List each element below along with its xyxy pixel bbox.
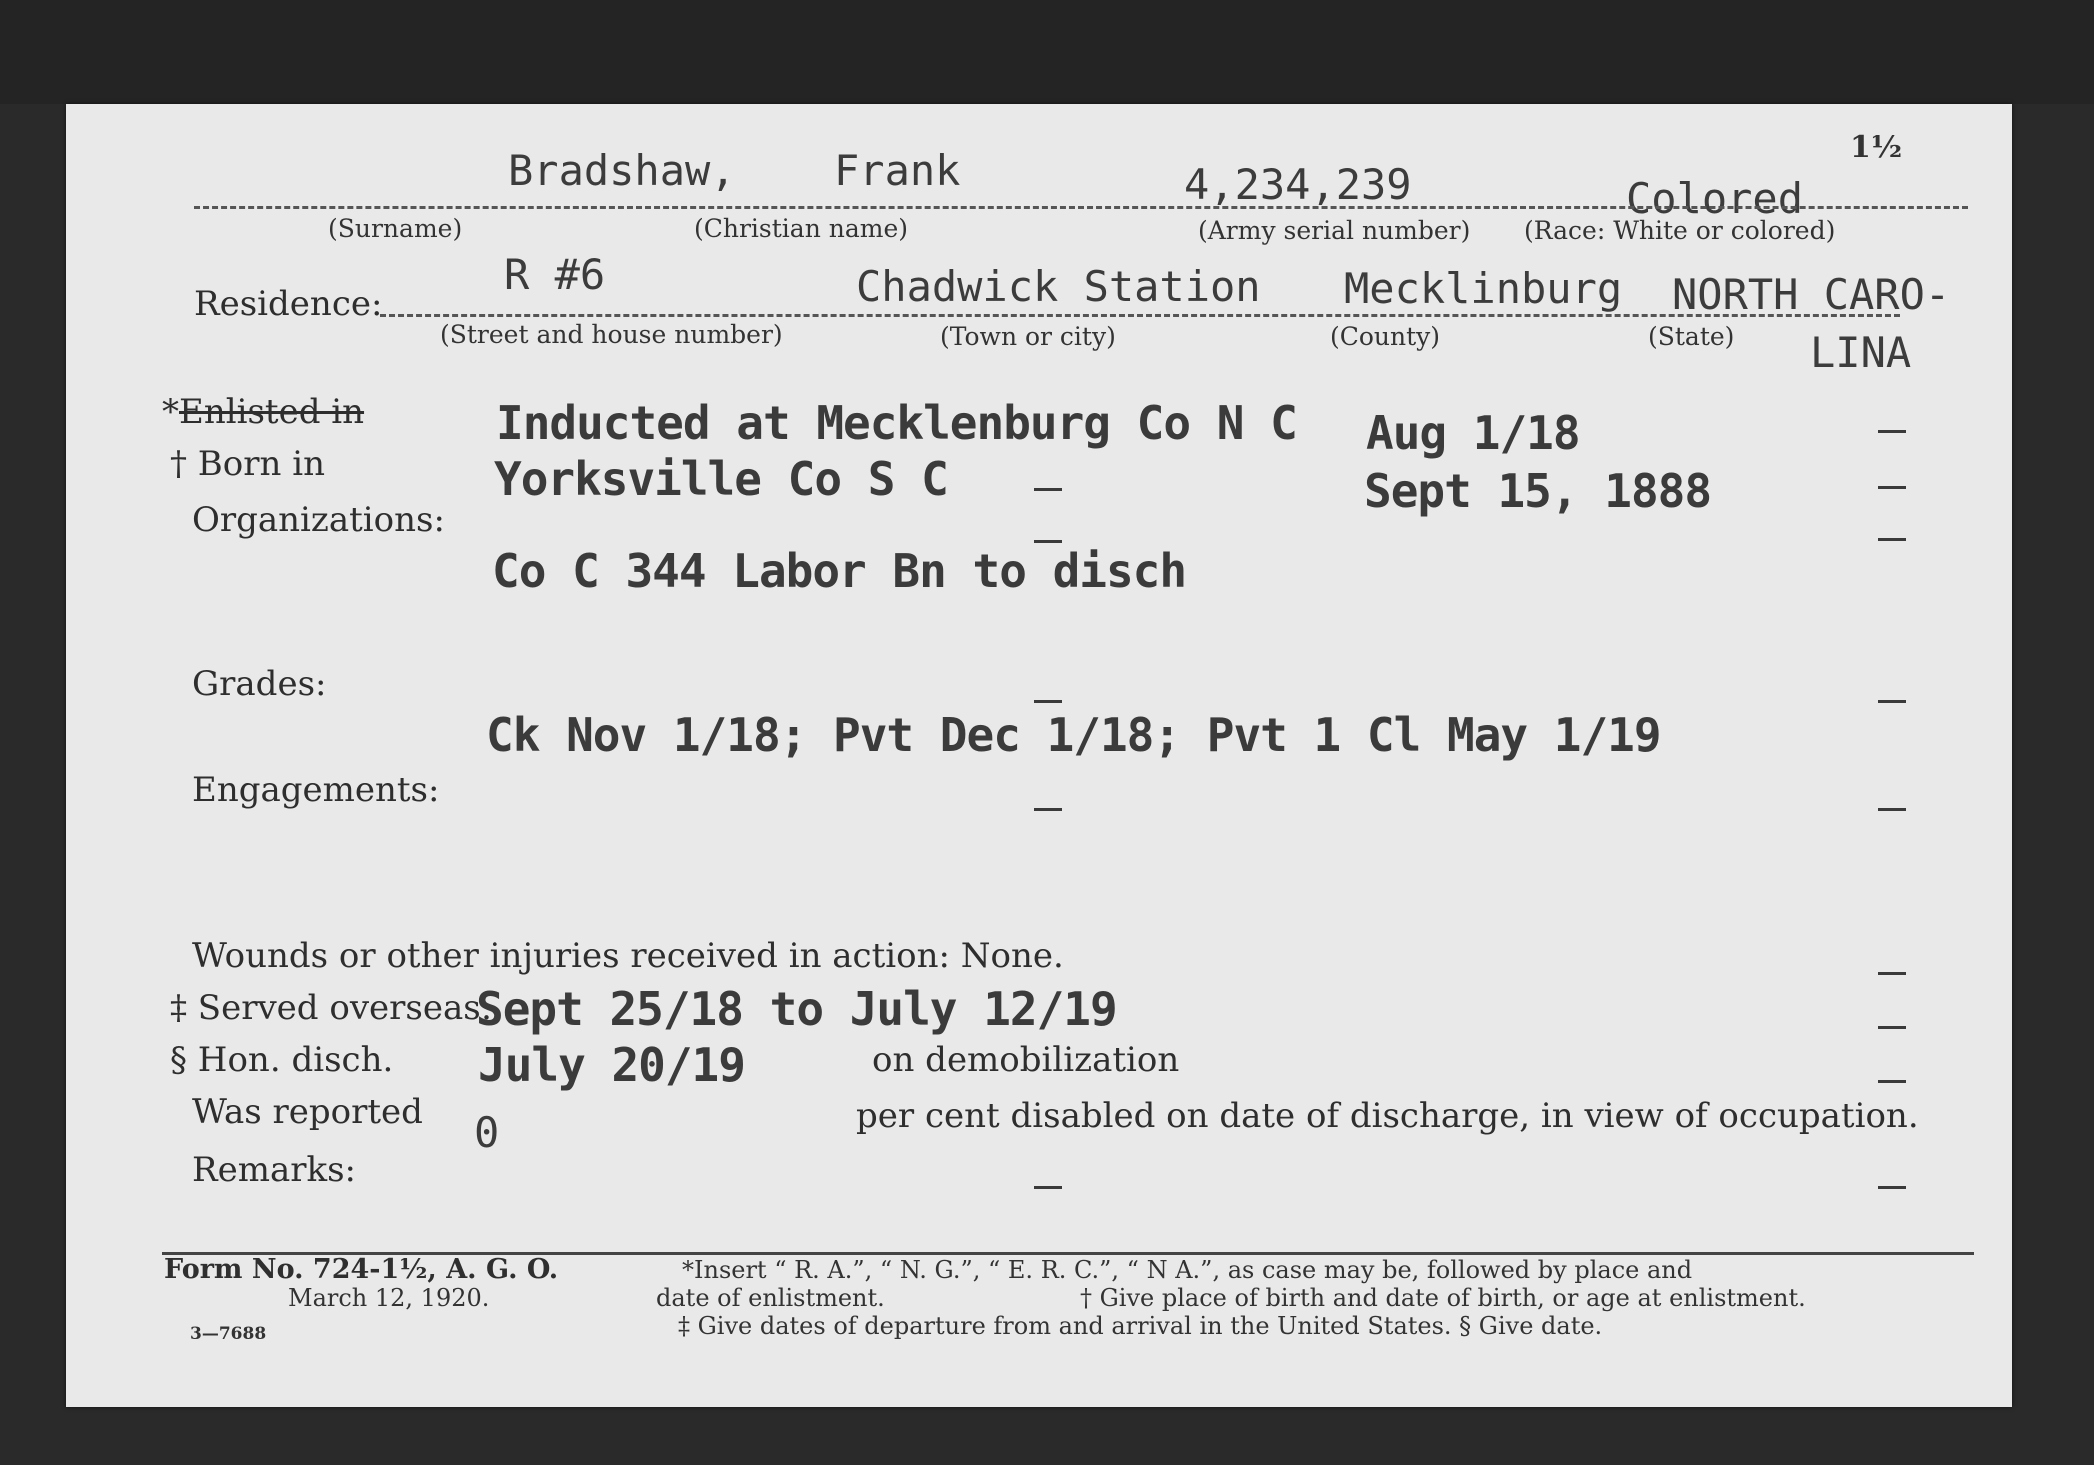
per-cent-text: per cent disabled on date of discharge, in view of occupation.: [856, 1096, 1919, 1136]
caption-county: (County): [1330, 322, 1441, 351]
dash-mark: [1034, 488, 1062, 491]
dash-mark: [1878, 486, 1906, 489]
residence-line: [380, 314, 1900, 317]
dash-mark: [1878, 972, 1906, 975]
caption-town: (Town or city): [940, 322, 1116, 351]
inducted-date-value: Aug 1/18: [1366, 406, 1580, 460]
organization-value: Co C 344 Labor Bn to disch: [492, 544, 1187, 598]
caption-surname: (Surname): [328, 214, 463, 243]
organizations-label: Organizations:: [192, 500, 445, 540]
name-line: [194, 206, 1968, 209]
dash-mark: [1034, 700, 1062, 703]
grades-label: Grades:: [192, 664, 327, 704]
dash-mark: [1034, 1186, 1062, 1189]
form-number: Form No. 724-1½, A. G. O.: [164, 1254, 559, 1285]
dash-mark: [1878, 538, 1906, 541]
form-date: March 12, 1920.: [288, 1284, 490, 1312]
dash-mark: [1034, 540, 1062, 543]
caption-race: (Race: White or colored): [1524, 216, 1836, 245]
demobilization-text: on demobilization: [872, 1040, 1180, 1080]
dash-mark: [1878, 700, 1906, 703]
caption-state: (State): [1648, 322, 1735, 351]
remarks-label: Remarks:: [192, 1150, 356, 1190]
grades-value: Ck Nov 1/18; Pvt Dec 1/18; Pvt 1 Cl May 1/19: [486, 708, 1661, 762]
overseas-label: ‡ Served overseas:: [170, 988, 493, 1028]
born-label: † Born in: [170, 444, 325, 484]
corner-mark: 1½: [1850, 130, 1903, 165]
engagements-label: Engagements:: [192, 770, 440, 810]
record-card: [66, 104, 2012, 1407]
race-value: Colored: [1626, 174, 1804, 223]
hon-disch-value: July 20/19: [478, 1038, 745, 1092]
caption-serial: (Army serial number): [1198, 216, 1471, 245]
residence-label: Residence:: [194, 284, 383, 324]
overseas-value: Sept 25/18 to July 12/19: [476, 982, 1117, 1036]
footnote-enlistment: date of enlistment.: [656, 1284, 885, 1312]
caption-christian: (Christian name): [694, 214, 909, 243]
footnote-overseas: ‡ Give dates of departure from and arrival in the United States. § Give date.: [678, 1312, 1603, 1340]
footnote-insert: *Insert “ R. A.”, “ N. G.”, “ E. R. C.”, “ N A.”, as case may be, followed by place and: [682, 1256, 1693, 1284]
dash-mark: [1878, 1026, 1906, 1029]
born-place-value: Yorksville Co S C: [494, 452, 948, 506]
state-value-line1: NORTH CARO-: [1672, 270, 1951, 319]
inducted-value: Inducted at Mecklenburg Co N C: [496, 396, 1297, 450]
hon-disch-label: § Hon. disch.: [170, 1040, 394, 1080]
dash-mark: [1034, 808, 1062, 811]
street-value: R #6: [504, 250, 606, 299]
enlisted-label: [162, 392, 364, 432]
dash-mark: [1878, 1080, 1906, 1083]
enlisted-asterisk: *: [162, 392, 179, 432]
scan-background: [0, 0, 2094, 104]
surname-value: Bradshaw,: [508, 146, 736, 195]
dash-mark: [1878, 808, 1906, 811]
dash-mark: [1878, 1186, 1906, 1189]
footnote-birth: † Give place of birth and date of birth, or age at enlistment.: [1080, 1284, 1806, 1312]
print-code: 3—7688: [190, 1324, 267, 1344]
state-value-line2: LINA: [1810, 328, 1912, 377]
christian-name-value: Frank: [834, 146, 961, 195]
percent-value: 0: [474, 1108, 500, 1157]
born-date-value: Sept 15, 1888: [1364, 464, 1712, 518]
caption-street: (Street and house number): [440, 320, 783, 349]
county-value: Mecklinburg: [1344, 264, 1623, 313]
serial-number-value: 4,234,239: [1184, 160, 1412, 209]
wounds-label: Wounds or other injuries received in action: None.: [192, 936, 1064, 976]
was-reported-label: Was reported: [192, 1092, 423, 1132]
dash-mark: [1878, 430, 1906, 433]
town-value: Chadwick Station: [856, 262, 1261, 311]
enlisted-label-text: Enlisted in: [179, 392, 365, 432]
